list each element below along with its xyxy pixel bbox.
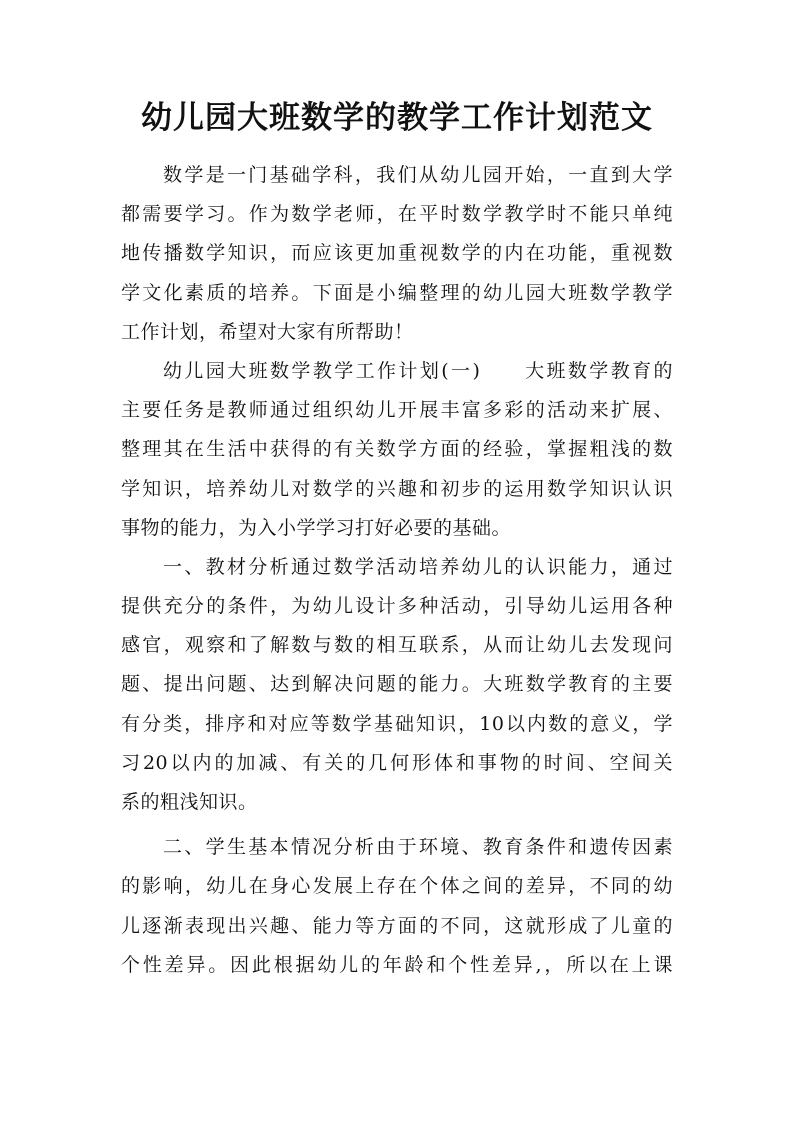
paragraph-line: 的影响，幼儿在身心发展上存在个体之间的差异，不同的幼 bbox=[121, 875, 673, 898]
paragraph-line: 儿逐渐表现出兴趣、能力等方面的不同，这就形成了儿童的 bbox=[121, 914, 673, 937]
paragraph-line: 数学是一门基础学科，我们从幼儿园开始，一直到大学 bbox=[163, 164, 673, 186]
paragraph-line: 有分类，排序和对应等数学基础知识，10以内数的意义，学 bbox=[121, 712, 673, 735]
paragraph-line: 事物的能力，为入小学学习打好必要的基础。 bbox=[121, 516, 512, 539]
paragraph-line: 主要任务是教师通过组织幼儿开展丰富多彩的活动来扩展、 bbox=[121, 399, 673, 422]
paragraph-line: 地传播数学知识，而应该更加重视数学的内在功能，重视数 bbox=[121, 242, 673, 265]
document-title: 幼儿园大班数学的教学工作计划范文 bbox=[141, 100, 653, 136]
paragraph-line: 学文化素质的培养。下面是小编整理的幼儿园大班数学教学 bbox=[121, 281, 673, 304]
paragraph-line: 都需要学习。作为数学老师，在平时数学教学时不能只单纯 bbox=[121, 203, 673, 226]
paragraph-line: 二、学生基本情况分析由于环境、教育条件和遗传因素 bbox=[163, 836, 673, 859]
paragraph-line: 题、提出问题、达到解决问题的能力。大班数学教育的主要 bbox=[121, 673, 673, 696]
paragraph-line: 整理其在生活中获得的有关数学方面的经验，掌握粗浅的数 bbox=[121, 438, 673, 461]
paragraph-line: 感官，观察和了解数与数的相互联系，从而让幼儿去发现问 bbox=[121, 634, 673, 657]
paragraph-line: 提供充分的条件，为幼儿设计多种活动，引导幼儿运用各种 bbox=[121, 595, 673, 618]
paragraph-line: 工作计划，希望对大家有所帮助！ bbox=[121, 320, 414, 343]
paragraph-line: 学知识，培养幼儿对数学的兴趣和初步的运用数学知识认识 bbox=[121, 477, 673, 500]
paragraph-line: 系的粗浅知识。 bbox=[121, 791, 258, 813]
paragraph-line: 一、教材分析通过数学活动培养幼儿的认识能力，通过 bbox=[163, 555, 673, 578]
paragraph-line: 习20以内的加减、有关的几何形体和事物的时间、空间关 bbox=[121, 751, 673, 774]
paragraph-line: 幼儿园大班数学教学工作计划(一) 大班数学教育的 bbox=[163, 359, 673, 382]
paragraph-line: 个性差异。因此根据幼儿的年龄和个性差异,，所以在上课 bbox=[121, 953, 673, 976]
document-body bbox=[121, 156, 673, 985]
